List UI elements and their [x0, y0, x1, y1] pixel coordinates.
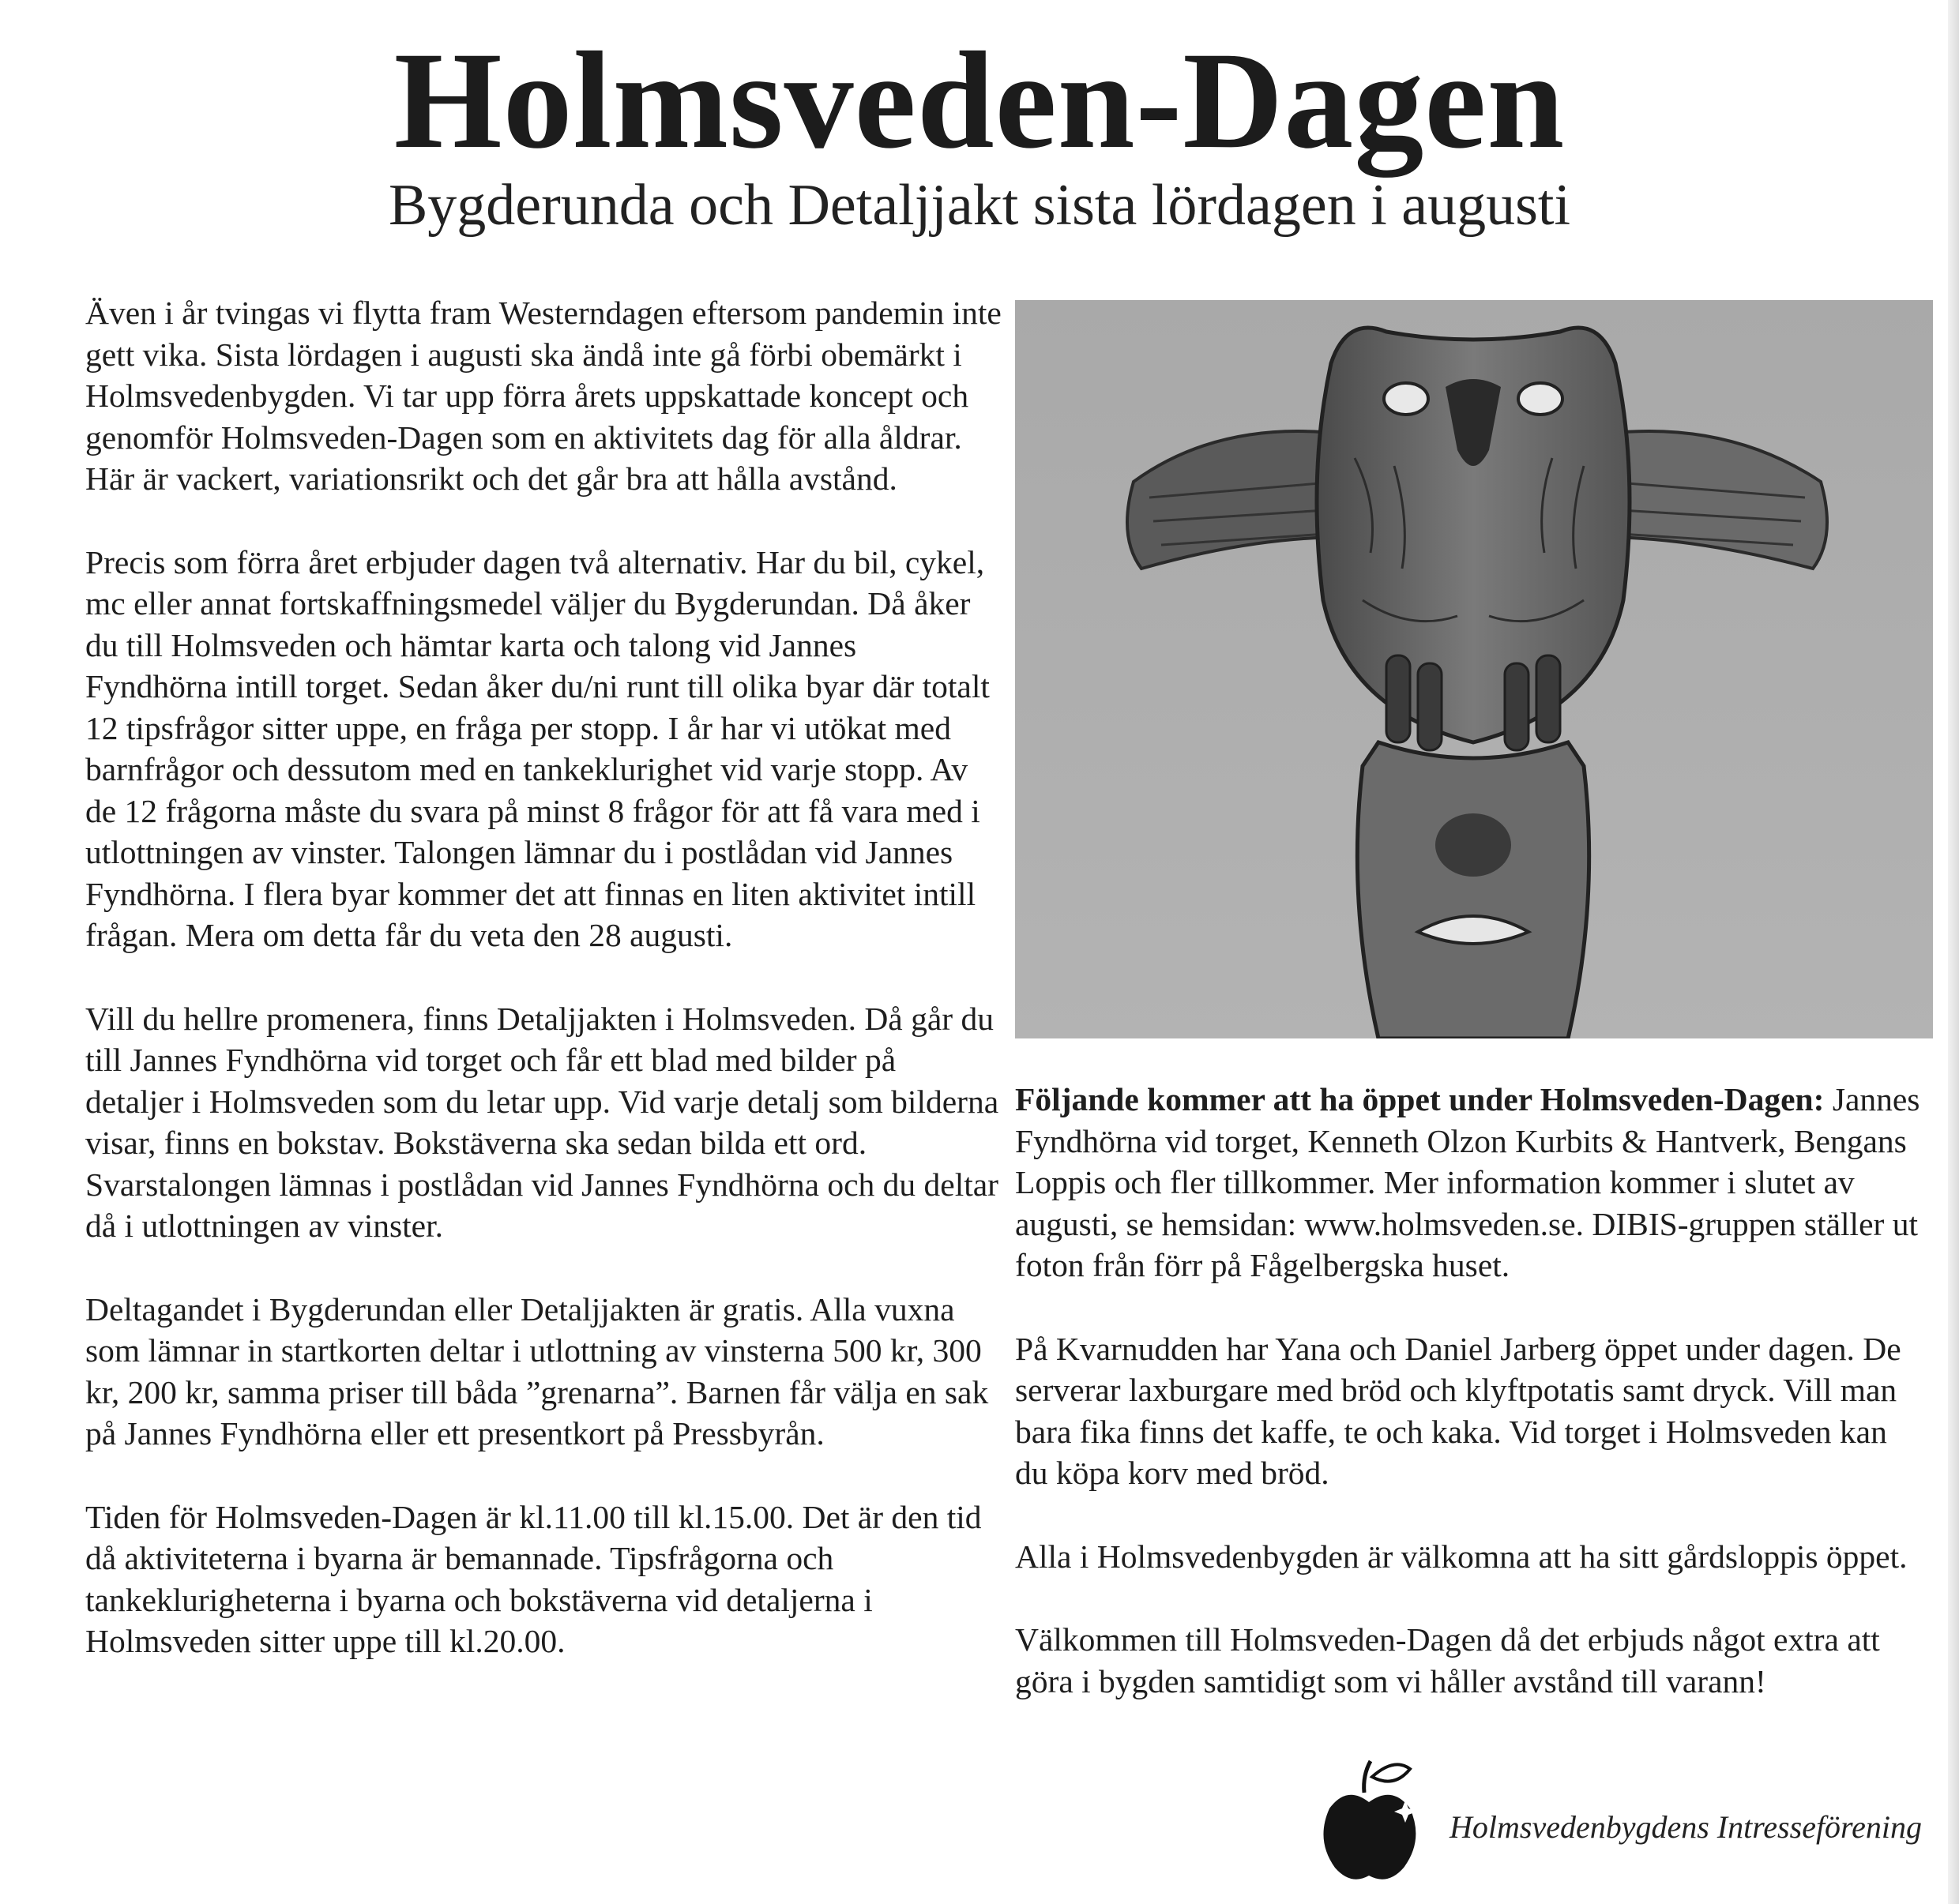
right-column — [1015, 1079, 1923, 1744]
totem-pole-icon — [1015, 300, 1933, 1038]
paragraph-gardsloppis: Alla i Holmsvedenbygden är välkomna att ha sitt gårdsloppis öppet. — [1015, 1538, 1908, 1575]
open-venues-heading: Följande kommer att ha öppet under Holmsveden-Dagen: — [1015, 1081, 1825, 1117]
paragraph-prizes: Deltagandet i Bygderundan eller Detaljjakten är gratis. Alla vuxna som lämnar in startkorten deltar i utlottning av vinsterna 500 kr, 300 kr, 200 kr, samma priser till båda ”grenarna”. Barnen får välja en sak på Jannes Fyndhörna eller ett presentkort på Pressbyrån. — [85, 1290, 989, 1451]
paragraph-intro: Även i år tvingas vi flytta fram Westerndagen eftersom pandemin inte gett vika. Sista lördagen i augusti ska ändå inte gå förbi obemärkt i Holmsvedenbygden. Vi tar upp förra årets uppskattade koncept och genomför Holmsveden-Dagen som en aktivitets dag för alla åldrar. Här är vackert, variationsrikt och det går bra att hålla avstånd. — [85, 295, 1002, 497]
paragraph-bygderundan: Precis som förra året erbjuder dagen två alternativ. Har du bil, cykel, mc eller annat fortskaffningsmedel väljer du Bygderundan. Då åker du till Holmsveden och hämtar karta och talong vid Jannes Fyndhörna intill torget. Sedan åker du/ni runt till olika byar där totalt 12 tipsfrågor sitter uppe, en fråga per stopp. I år har vi utökat med barnfrågor och dessutom med en tankeklurighet vid varje stopp. Av de 12 frågorna måste du svara på minst 8 frågor för att få vara med i utlottningen av vinster. Talongen lämnar du i postlådan vid Jannes Fyndhörna. I flera byar kommer det att finnas en liten aktivitet intill frågan. Mera om detta får du veta den 28 augusti. — [85, 543, 990, 953]
paragraph-open-venues — [1015, 1079, 1923, 1286]
paragraph-welcome: Välkommen till Holmsveden-Dagen då det erbjuds något extra att göra i bygden samtidigt som vi håller avstånd till varann! — [1015, 1621, 1880, 1699]
open-venues-text: Jannes Fyndhörna vid torget, Kenneth Olzon Kurbits & Hantverk, Bengans Loppis och fler tillkommer. Mer information kommer i slutet av augusti, se hemsidan: www.holmsveden.se. DIBIS-gruppen ställer ut foton från förr på Fågelbergska huset. — [1015, 1081, 1920, 1283]
paragraph-times: Tiden för Holmsveden-Dagen är kl.11.00 till kl.15.00. Det är den tid då aktiviteterna i byarna är bemannade. Tipsfrågorna och tankeklurigheterna i byarna och bokstäverna vid detaljerna i Holmsveden sitter uppe till kl.20.00. — [85, 1498, 982, 1659]
page-edge — [1948, 0, 1959, 1904]
paragraph-detaljjakten: Vill du hellre promenera, finns Detaljjakten i Holmsveden. Då går du till Jannes Fyndhörna vid torget och får ett blad med bilder på detaljer i Holmsveden som du letar upp. Vid varje detalj som bilderna visar, finns en bokstav. Bokstäverna ska sedan bilda ett ord. Svarstalongen lämnas i postlådan vid Jannes Fyndhörna och du deltar då i utlottningen av vinster. — [85, 1000, 999, 1244]
apple-icon — [1315, 1753, 1426, 1887]
totem-pole-photo — [1015, 300, 1933, 1038]
paragraph-kvarnudden: På Kvarnudden har Yana och Daniel Jarberg öppet under dagen. De serverar laxburgare med bröd och klyftpotatis samt dryck. Vill man bara fika finns det kaffe, te och kaka. Vid torget i Holmsveden kan du köpa korv med bröd. — [1015, 1330, 1901, 1491]
page-subtitle: Bygderunda och Detaljjakt sista lördagen i augusti — [388, 173, 1571, 238]
page-title: Holmsveden-Dagen — [393, 24, 1566, 178]
left-column — [85, 292, 1002, 1704]
organization-name: Holmsvedenbygdens Intresseförening — [1450, 1809, 1923, 1845]
